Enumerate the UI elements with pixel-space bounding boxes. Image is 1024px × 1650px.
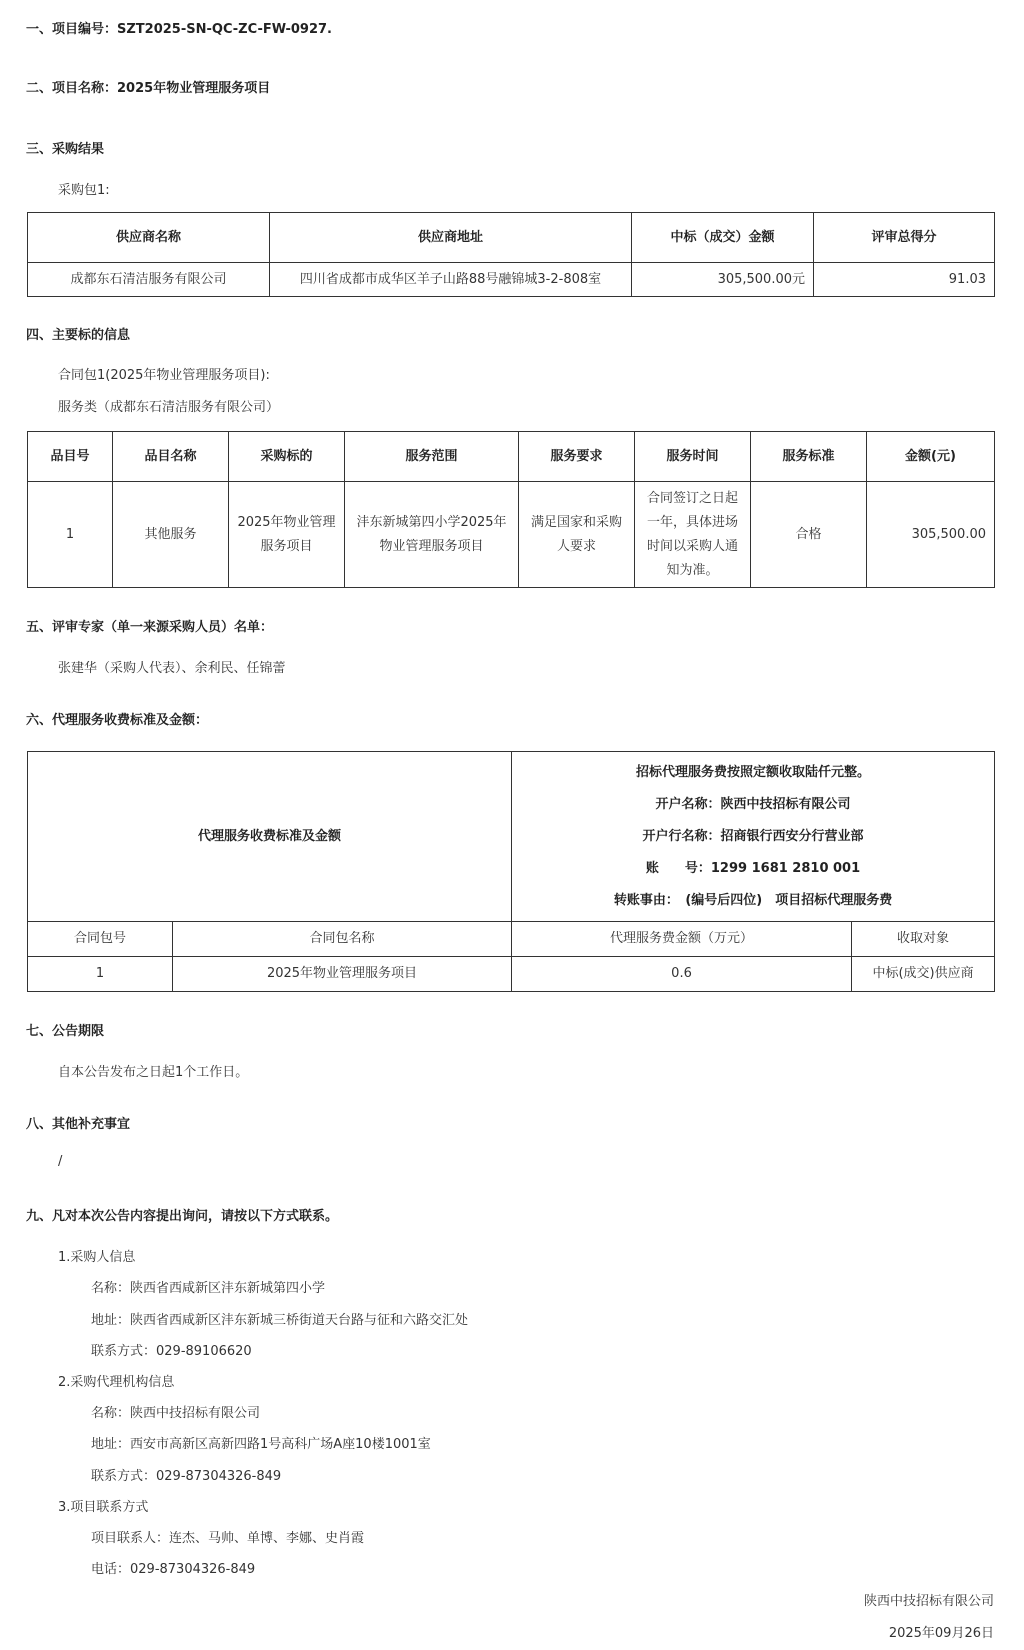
fee-note: 招标代理服务费按照定额收取陆仟元整。 [636, 764, 871, 780]
footer-company: 陕西中技招标有限公司 [863, 1594, 994, 1609]
contract-no: 1 [28, 957, 173, 992]
result-table [27, 212, 995, 297]
project-number-value: SZT2025-SN-QC-ZC-FW-0927. [117, 22, 332, 37]
service-category-label: 服务类（成都东石清洁服务有限公司） [58, 400, 280, 415]
agency-address: 地址：西安市高新区高新四路1号高科广场A座10楼1001室 [91, 1437, 431, 1452]
procurement-result-heading: 三、采购结果 [26, 142, 105, 157]
service-time: 合同签订之日起一年，具体进场时间以采购人通知为准。 [635, 482, 751, 588]
agency-fee-table [27, 751, 995, 992]
agency-title: 2.采购代理机构信息 [58, 1375, 175, 1390]
project-name-value: 2025年物业管理服务项目 [117, 81, 271, 96]
header-service-scope: 服务范围 [345, 432, 519, 482]
experts-heading: 五、评审专家（单一来源采购人员）名单： [26, 620, 274, 635]
subject-table-header [28, 432, 995, 482]
header-fee-amount: 代理服务费金额（万元） [512, 922, 852, 957]
project-name-line [26, 77, 270, 96]
header-payer: 收取对象 [852, 922, 995, 957]
header-procurement-subject: 采购标的 [229, 432, 345, 482]
header-service-time: 服务时间 [635, 432, 751, 482]
bank-name: 开户行名称：招商银行西安分行营业部 [642, 828, 864, 844]
project-contacts: 项目联系人：连杰、马帅、单博、李娜、史肖霞 [91, 1531, 365, 1546]
contract-package-label: 合同包1(2025年物业管理服务项目): [58, 368, 270, 383]
fee-table-header [28, 922, 995, 957]
other-matters-heading: 八、其他补充事宜 [26, 1117, 131, 1132]
main-subject-heading: 四、主要标的信息 [26, 328, 131, 343]
project-name-label: 二、项目名称： [26, 81, 118, 96]
other-matters-text: / [58, 1154, 63, 1169]
purchaser-address: 地址：陕西省西咸新区沣东新城三桥街道天台路与征和六路交汇处 [91, 1313, 469, 1328]
header-item-no: 品目号 [28, 432, 113, 482]
service-requirement: 满足国家和采购人要求 [519, 482, 635, 588]
project-contact-title: 3.项目联系方式 [58, 1500, 149, 1515]
footer-date: 2025年09月26日 [888, 1626, 994, 1641]
fee-details [512, 752, 995, 922]
header-supplier-address: 供应商地址 [270, 213, 632, 263]
notice-period-text: 自本公告发布之日起1个工作日。 [58, 1065, 249, 1080]
header-contract-no: 合同包号 [28, 922, 173, 957]
table-row [28, 957, 995, 992]
service-standard: 合格 [751, 482, 867, 588]
service-scope: 沣东新城第四小学2025年物业管理服务项目 [345, 482, 519, 588]
fee-standard-label: 代理服务收费标准及金额 [28, 752, 512, 922]
agency-fee-heading: 六、代理服务收费标准及金额： [26, 713, 209, 728]
item-name: 其他服务 [113, 482, 229, 588]
project-phone: 电话：029-87304326-849 [91, 1562, 256, 1577]
agency-phone: 联系方式：029-87304326-849 [91, 1469, 282, 1484]
experts-list: 张建华（采购人代表）、余利民、任锦蕾 [58, 661, 286, 676]
score: 91.03 [814, 263, 995, 297]
package-label: 采购包1: [58, 183, 110, 198]
contact-heading: 九、凡对本次公告内容提出询问，请按以下方式联系。 [26, 1209, 339, 1224]
agency-name: 名称：陕西中技招标有限公司 [91, 1406, 261, 1421]
header-service-standard: 服务标准 [751, 432, 867, 482]
table-row [28, 263, 995, 297]
project-number-label: 一、项目编号： [26, 22, 118, 37]
header-service-requirement: 服务要求 [519, 432, 635, 482]
purchaser-name: 名称：陕西省西咸新区沣东新城第四小学 [91, 1281, 326, 1296]
header-amount: 金额(元) [867, 432, 995, 482]
fee-amount: 0.6 [512, 957, 852, 992]
contract-name: 2025年物业管理服务项目 [173, 957, 512, 992]
account-number-line [520, 853, 986, 885]
table-row [28, 482, 995, 588]
purchaser-title: 1.采购人信息 [58, 1250, 136, 1265]
header-score: 评审总得分 [814, 213, 995, 263]
project-number-line [26, 18, 332, 37]
bid-amount: 305,500.00元 [632, 263, 814, 297]
account-name: 开户名称：陕西中技招标有限公司 [655, 796, 851, 812]
header-supplier-name: 供应商名称 [28, 213, 270, 263]
notice-period-heading: 七、公告期限 [26, 1024, 105, 1039]
fee-description-row [28, 752, 995, 922]
header-item-name: 品目名称 [113, 432, 229, 482]
header-bid-amount: 中标（成交）金额 [632, 213, 814, 263]
supplier-address: 四川省成都市成华区羊子山路88号融锦城3-2-808室 [270, 263, 632, 297]
subject-table [27, 431, 995, 588]
result-table-header [28, 213, 995, 263]
header-contract-name: 合同包名称 [173, 922, 512, 957]
item-no: 1 [28, 482, 113, 588]
account-number-label: 账 号： [645, 860, 711, 876]
amount: 305,500.00 [867, 482, 995, 588]
account-number: 1299 1681 2810 001 [710, 860, 861, 876]
purchaser-phone: 联系方式：029-89106620 [91, 1344, 252, 1359]
payer: 中标(成交)供应商 [852, 957, 995, 992]
procurement-subject: 2025年物业管理服务项目 [229, 482, 345, 588]
transfer-reason: 转账事由： (编号后四位) 项目招标代理服务费 [613, 892, 893, 908]
supplier-name: 成都东石清洁服务有限公司 [28, 263, 270, 297]
